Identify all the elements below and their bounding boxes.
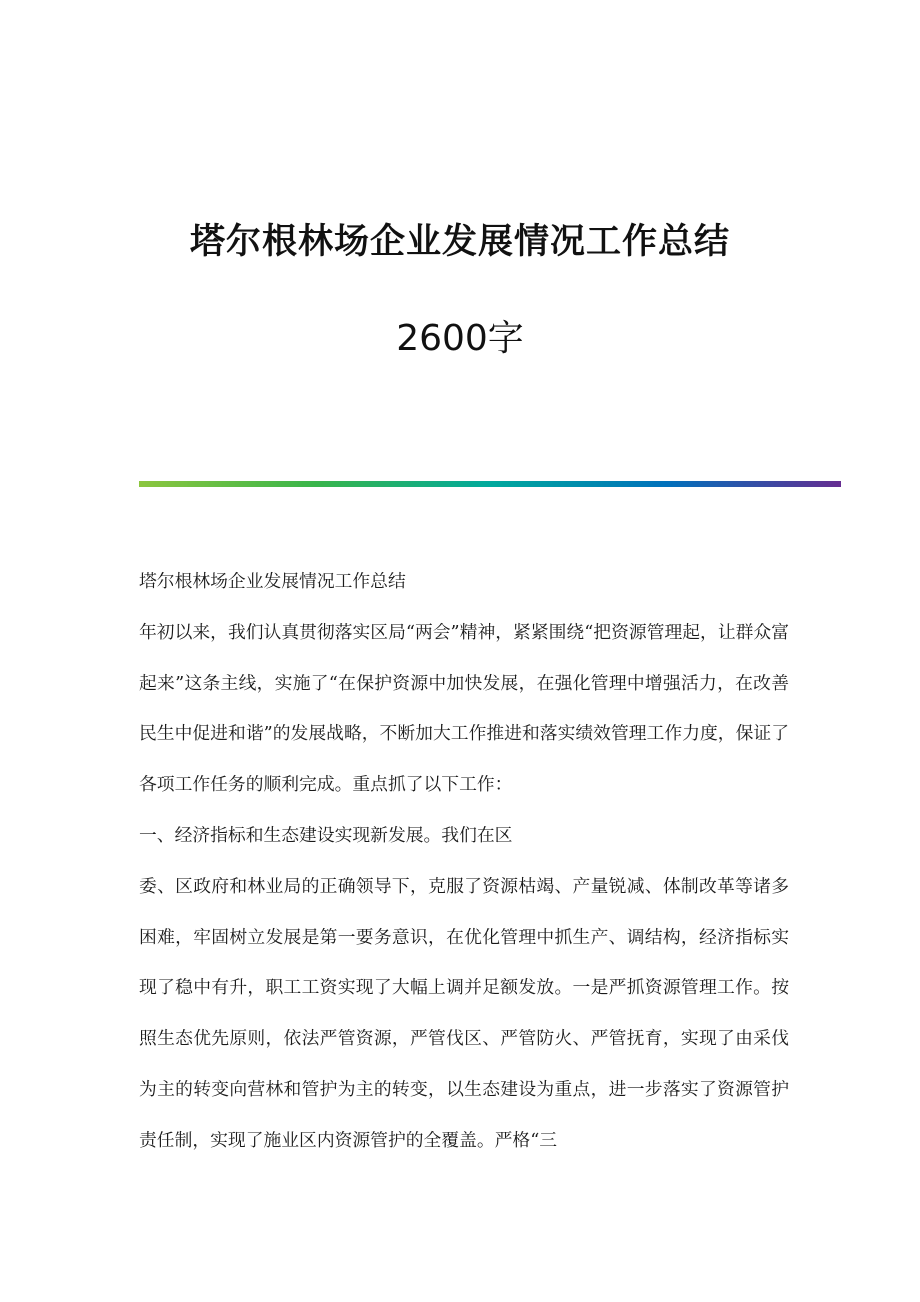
document-subtitle: 2600字	[396, 318, 524, 359]
document-title: 塔尔根林场企业发展情况工作总结	[189, 222, 730, 262]
body-heading: 塔尔根林场企业发展情况工作总结	[139, 571, 406, 592]
gradient-divider	[139, 481, 841, 487]
paragraph: 一、经济指标和生态建设实现新发展。我们在区	[139, 824, 513, 846]
paragraph: 委、区政府和林业局的正确领导下，克服了资源枯竭、产量锐减、体制改革等诸多困难，牢固树立发展是第一要务意识，在优化管理中抓生产、调结构，经济指标实现了稳中有升，职工工资实现了大幅上调并足额发放。一是严抓资源管理工作。按照生态优先原则，依法严管资源，严管伐区、严管防火、严管抚育，实现了由采伐为主的转变向营林和管护为主的转变，以生态建设为重点，进一步落实了资源管护责任制，实现了施业区内资源管护的全覆盖。严格“三	[139, 875, 789, 1151]
document-body	[139, 557, 789, 1167]
paragraph: 年初以来，我们认真贯彻落实区局“两会”精神，紧紧围绕“把资源管理起，让群众富起来”这条主线，实施了“在保护资源中加快发展，在强化管理中增强活力，在改善民生中促进和谐”的发展战略，不断加大工作推进和落实绩效管理工作力度，保证了各项工作任务的顺利完成。重点抓了以下工作：	[139, 621, 789, 796]
